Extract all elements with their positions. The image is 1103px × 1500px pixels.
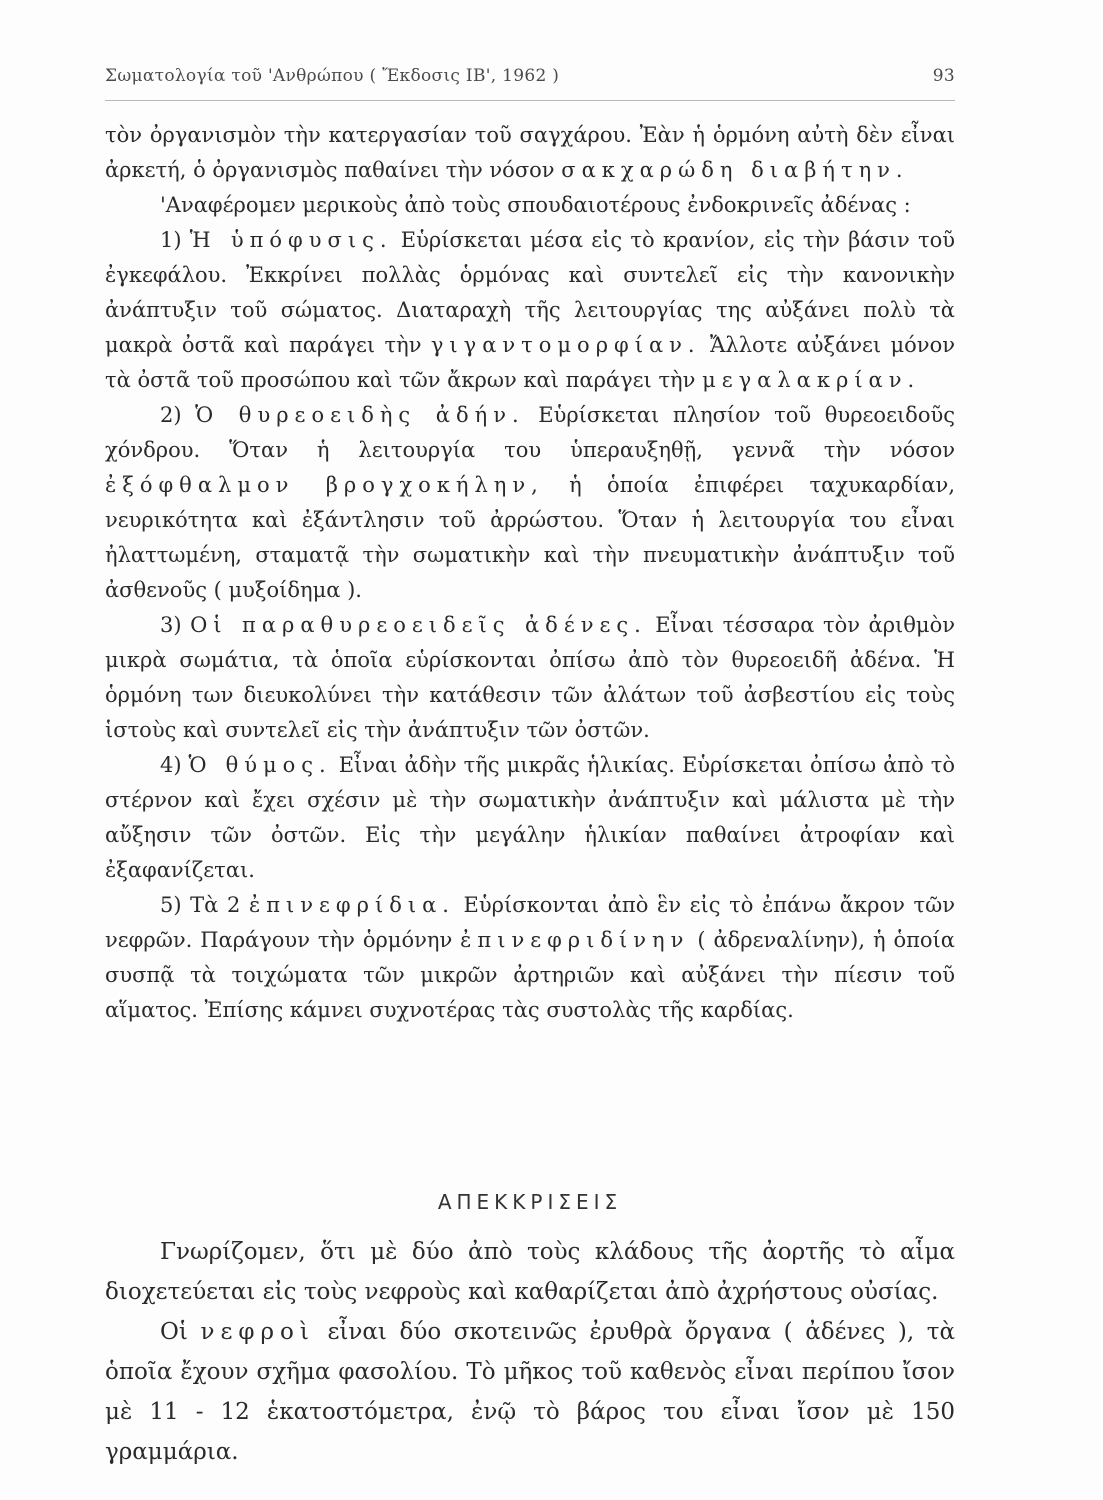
gland-name-pituitary: Ἡ ὑπόφυσις. bbox=[189, 228, 393, 252]
pituitary-text-a: Εὑρίσκεται μέσα εἰς τὸ κρανίον, εἰς τὴν βάσιν τοῦ ἐγκεφάλου. Ἐκκρίνει πολλὰς ὁρμόνας καὶ συντελεῖ εἰς τὴν κανονικὴν ἀνάπτυξιν τοῦ σώματος. Διαταραχὴ τῆς λειτουργίας της αὐξάνει πολὺ τὰ μακρὰ ὀστᾶ καὶ παράγει τὴν bbox=[105, 228, 955, 357]
item-number: 3) bbox=[160, 613, 191, 637]
gland-name-thyroid: Ὁ θυρεοειδὴς ἀδήν. bbox=[195, 403, 525, 427]
paragraph-intro bbox=[105, 118, 955, 188]
paragraph-parathyroid bbox=[105, 608, 955, 748]
kidneys-text-a: Οἱ bbox=[160, 1319, 201, 1345]
item-number: 1) bbox=[160, 228, 190, 252]
paragraph-kidney-blood: Γνωρίζομεν, ὅτι μὲ δύο ἀπὸ τοὺς κλάδους τῆς ἀορτῆς τὸ αἷμα διοχετεύεται εἰς τοὺς νεφροὺς καὶ καθαρίζεται ἀπὸ ἀχρήστους οὐσίας. bbox=[105, 1239, 955, 1305]
paragraph-thyroid bbox=[105, 398, 955, 608]
gland-name-parathyroid: Οἱ παραθυρεοειδεῖς ἀδένες. bbox=[190, 613, 647, 637]
thyroid-text-a: Εὑρίσκεται πλησίον τοῦ θυρεοειδοῦς χόνδρου. Ὅταν ἡ λειτουργία του ὑπεραυξηθῇ, γεννᾶ τὴν νόσον bbox=[105, 403, 955, 462]
pituitary-text-b: Ἄλλοτε αὐξάνει μόνον τὰ ὀστᾶ τοῦ προσώπου καὶ τῶν ἄκρων καὶ παράγει τὴν bbox=[105, 333, 955, 392]
paragraph-pituitary bbox=[105, 223, 955, 398]
header-divider bbox=[105, 100, 955, 101]
item-number: 5) Τὰ 2 bbox=[160, 893, 249, 917]
page-number: 93 bbox=[932, 66, 955, 86]
item-number: 2) bbox=[160, 403, 196, 427]
adrenals-text-a: Εὑρίσκονται ἀπὸ ἓν εἰς τὸ ἐπάνω ἄκρον τῶν νεφρῶν. Παράγουν τὴν ὁρμόνην bbox=[105, 893, 955, 952]
thyroid-text-b: ἡ ὁποία ἐπιφέρει ταχυκαρδίαν, νευρικότητα καὶ ἐξάντλησιν τοῦ ἀρρώστου. Ὅταν ἡ λειτουργία του εἶναι ἠλαττωμένη, σταματᾷ τὴν σωματικὴν καὶ τὴν πνευματικὴν ἀνάπτυξιν τοῦ ἀσθενοῦς ( μυξοίδημα ). bbox=[105, 473, 955, 602]
adrenals-text-b: ( ἀδρεναλίνην), ἡ ὁποία συσπᾷ τὰ τοιχώματα τῶν μικρῶν ἀρτηριῶν καὶ αὐξάνει τὴν πίεσιν τοῦ αἵματος. Ἐπίσης κάμνει συχνοτέρας τὰς συστολὰς τῆς καρδίας. bbox=[105, 928, 955, 1022]
intro-text: τὸν ὀργανισμὸν τὴν κατεργασίαν τοῦ σαγχάρου. Ἐὰν ἡ ὁρμόνη αὐτὴ δὲν εἶναι ἀρκετή, ὁ ὀργανισμὸς παθαίνει τὴν νόσον bbox=[105, 123, 955, 182]
paragraph-thymus bbox=[105, 748, 955, 888]
term-exophthalmic-goiter: ἐξόφθαλμον βρογχοκήλην, bbox=[105, 473, 544, 497]
paragraph-kidneys bbox=[105, 1312, 955, 1472]
excretion-text bbox=[105, 1232, 955, 1472]
parathyroid-text: Εἶναι τέσσαρα τὸν ἀριθμὸν μικρὰ σωμάτια, τὰ ὁποῖα εὑρίσκονται ὀπίσω ἀπὸ τὸν θυρεοειδῆ ἀδένα. Ἡ ὁρμόνη των διευκολύνει τὴν κατάθεσιν τῶν ἀλάτων τοῦ ἀσβεστίου εἰς τοὺς ἱστοὺς καὶ συντελεῖ εἰς τὴν ἀνάπτυξιν τῶν ὀστῶν. bbox=[105, 613, 955, 742]
term-epinephrine: ἐπινεφριδίνην bbox=[460, 928, 690, 952]
kidneys-text-b: εἶναι δύο σκοτεινῶς ἐρυθρὰ ὄργανα ( ἀδένες ), τὰ ὁποῖα ἔχουν σχῆμα φασολίου. Τὸ μῆκος τοῦ καθενὸς εἶναι περίπου ἴσον μὲ 11 - 12 ἑκατοστόμετρα, ἐνῷ τὸ βάρος του εἶναι ἴσον μὲ 150 γραμμάρια. bbox=[105, 1319, 955, 1465]
main-text bbox=[105, 118, 955, 1028]
header-title: Σωματολογία τοῦ 'Ανθρώπου ( Ἔκδοσις ΙΒ', 1962 ) bbox=[105, 66, 560, 86]
term-acromegaly: μεγαλακρίαν. bbox=[702, 368, 921, 392]
paragraph-list-intro: 'Αναφέρομεν μερικοὺς ἀπὸ τοὺς σπουδαιοτέρους ἐνδοκρινεῖς ἀδένας : bbox=[160, 193, 911, 217]
term-kidneys: νεφροὶ bbox=[200, 1319, 315, 1345]
paragraph-adrenals bbox=[105, 888, 955, 1028]
section-heading: ΑΠΕΚΚΡΙΣΕΙΣ bbox=[437, 1190, 623, 1214]
gland-name-thymus: Ὁ θύμος. bbox=[188, 753, 332, 777]
gland-name-adrenals: ἐπινεφρίδια. bbox=[248, 893, 455, 917]
item-number: 4) bbox=[160, 753, 189, 777]
term-gigantism: γιγαντομορφίαν. bbox=[430, 333, 701, 357]
thymus-text: Εἶναι ἀδὴν τῆς μικρᾶς ἡλικίας. Εὑρίσκεται ὀπίσω ἀπὸ τὸ στέρνον καὶ ἔχει σχέσιν μὲ τὴν σωματικὴν ἀνάπτυξιν καὶ μάλιστα μὲ τὴν αὔξησιν τῶν ὀστῶν. Εἰς τὴν μεγάλην ἡλικίαν παθαίνει ἀτροφίαν καὶ ἐξαφανίζεται. bbox=[105, 753, 955, 882]
running-header bbox=[105, 66, 955, 92]
term-diabetes: σακχαρώδη διαβήτην. bbox=[561, 158, 909, 182]
